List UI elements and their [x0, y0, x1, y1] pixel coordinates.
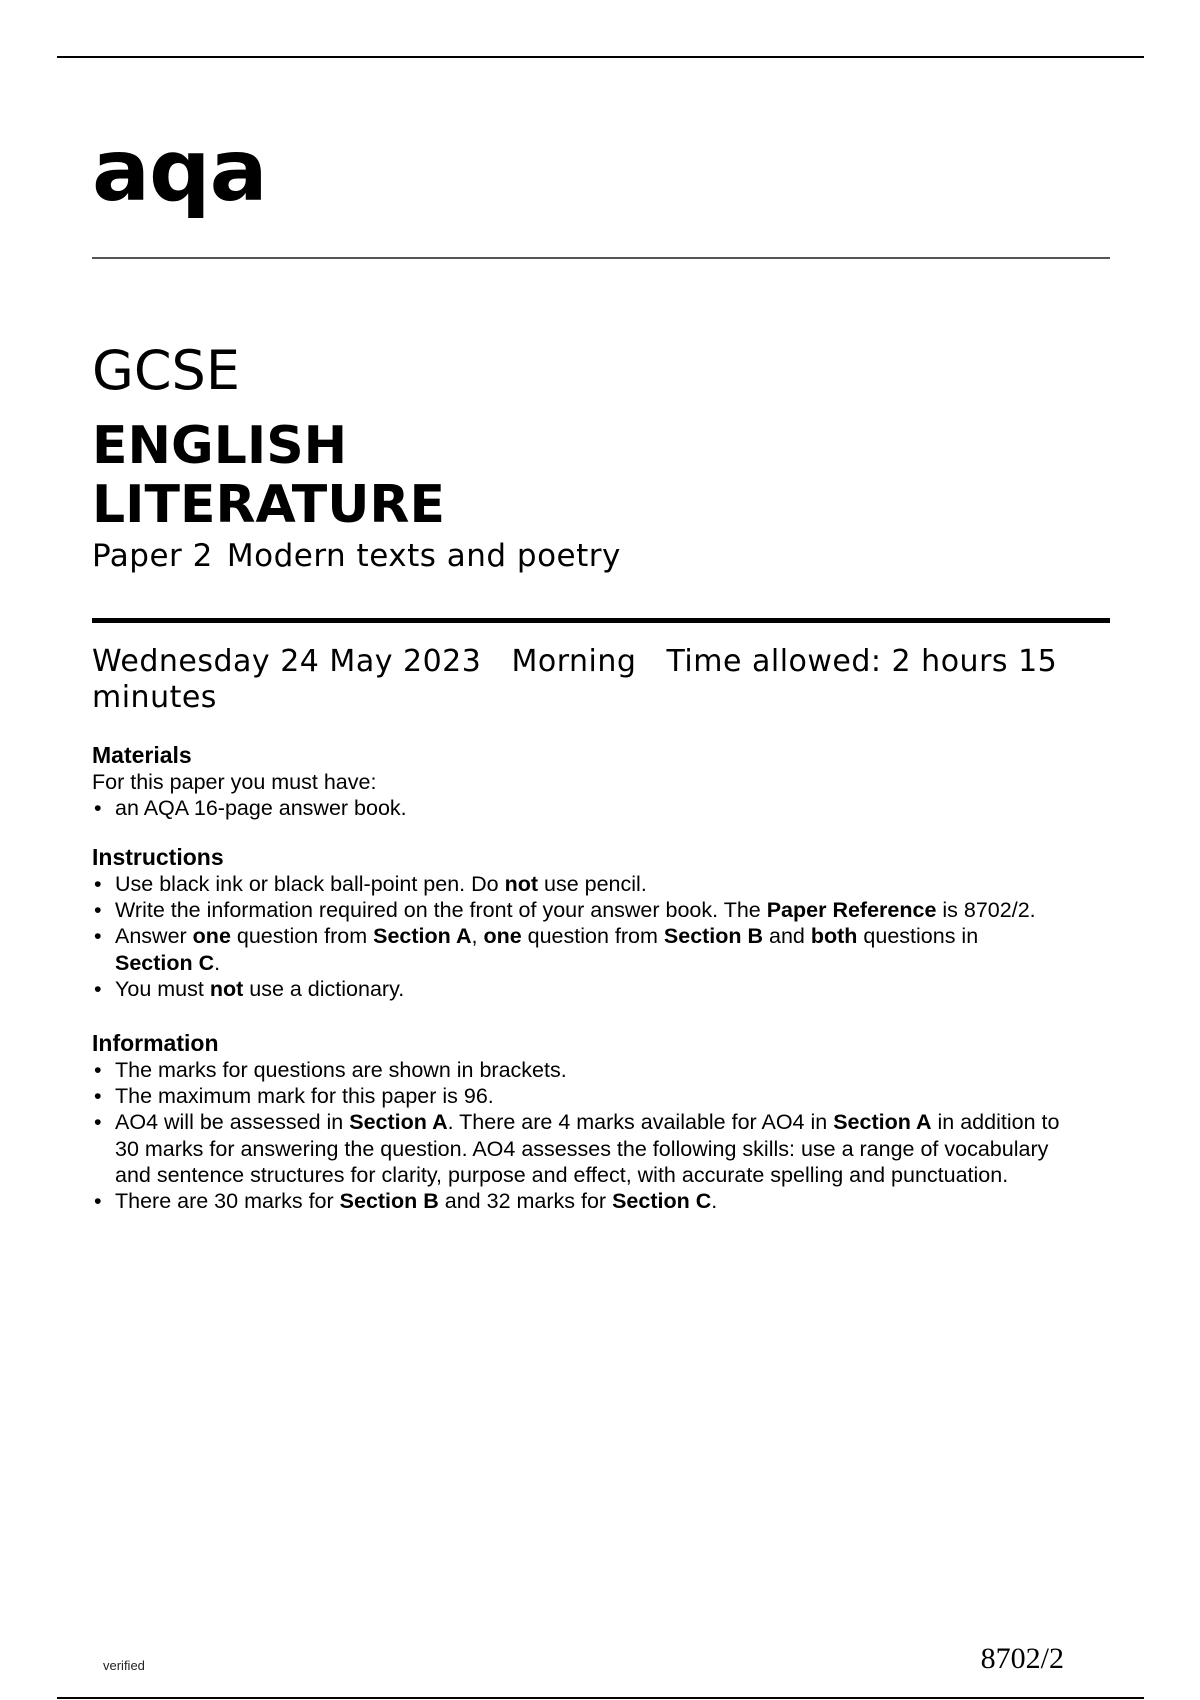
paper-subtitle	[92, 538, 621, 575]
logo-divider	[92, 257, 1110, 259]
subject-title-line-2: LITERATURE	[92, 475, 445, 535]
qualification-title: GCSE	[92, 339, 240, 402]
instructions-section	[92, 843, 1092, 1002]
instructions-heading: Instructions	[92, 844, 224, 870]
information-item-1: • The marks for questions are shown in brackets.	[92, 1057, 1092, 1083]
exam-session	[92, 644, 1072, 716]
information-item-4: • There are 30 marks for Section B and 32 marks for Section C.	[92, 1188, 1092, 1214]
materials-item: • an AQA 16-page answer book.	[92, 795, 1092, 821]
paper-code: 8702/2	[980, 1642, 1064, 1675]
paper-number: Paper 2	[92, 538, 213, 574]
instructions-list	[92, 871, 1092, 1002]
exam-time-allowed: Time allowed: 2 hours 15 minutes	[92, 644, 1058, 715]
aqa-logo: aqa	[92, 121, 267, 221]
exam-date: Wednesday 24 May 2023	[92, 644, 482, 679]
materials-section	[92, 741, 1092, 821]
information-list	[92, 1057, 1092, 1214]
materials-heading: Materials	[92, 742, 192, 768]
instruction-item-1: • Use black ink or black ball-point pen. Do not use pencil.	[92, 871, 1092, 897]
title-divider	[92, 618, 1110, 623]
information-item-3: • AO4 will be assessed in Section A. There are 4 marks available for AO4 in Section A in addition to 30 marks for answering the question. AO4 assesses the following skills: use a range of vocabulary and sentence structures for clarity, purpose and effect, with accurate spelling and punctuation.	[92, 1109, 1070, 1188]
instruction-item-3: • Answer one question from Section A, one question from Section B and both questions in Section C.	[92, 923, 1092, 975]
materials-list	[92, 795, 1092, 821]
bottom-rule	[57, 1697, 1144, 1699]
top-rule	[57, 56, 1144, 58]
subject-title	[92, 417, 692, 535]
paper-title: Modern texts and poetry	[226, 538, 621, 574]
materials-intro: For this paper you must have:	[92, 770, 377, 794]
exam-time-of-day: Morning	[511, 644, 637, 679]
verified-note: verified	[103, 1658, 145, 1673]
information-section	[92, 1029, 1092, 1214]
instruction-item-2: • Write the information required on the front of your answer book. The Paper Reference is 8702/2.	[92, 897, 1092, 923]
instruction-item-4: • You must not use a dictionary.	[92, 976, 1092, 1002]
subject-title-line-1: ENGLISH	[92, 416, 348, 476]
information-item-2: • The maximum mark for this paper is 96.	[92, 1083, 1092, 1109]
information-heading: Information	[92, 1030, 219, 1056]
